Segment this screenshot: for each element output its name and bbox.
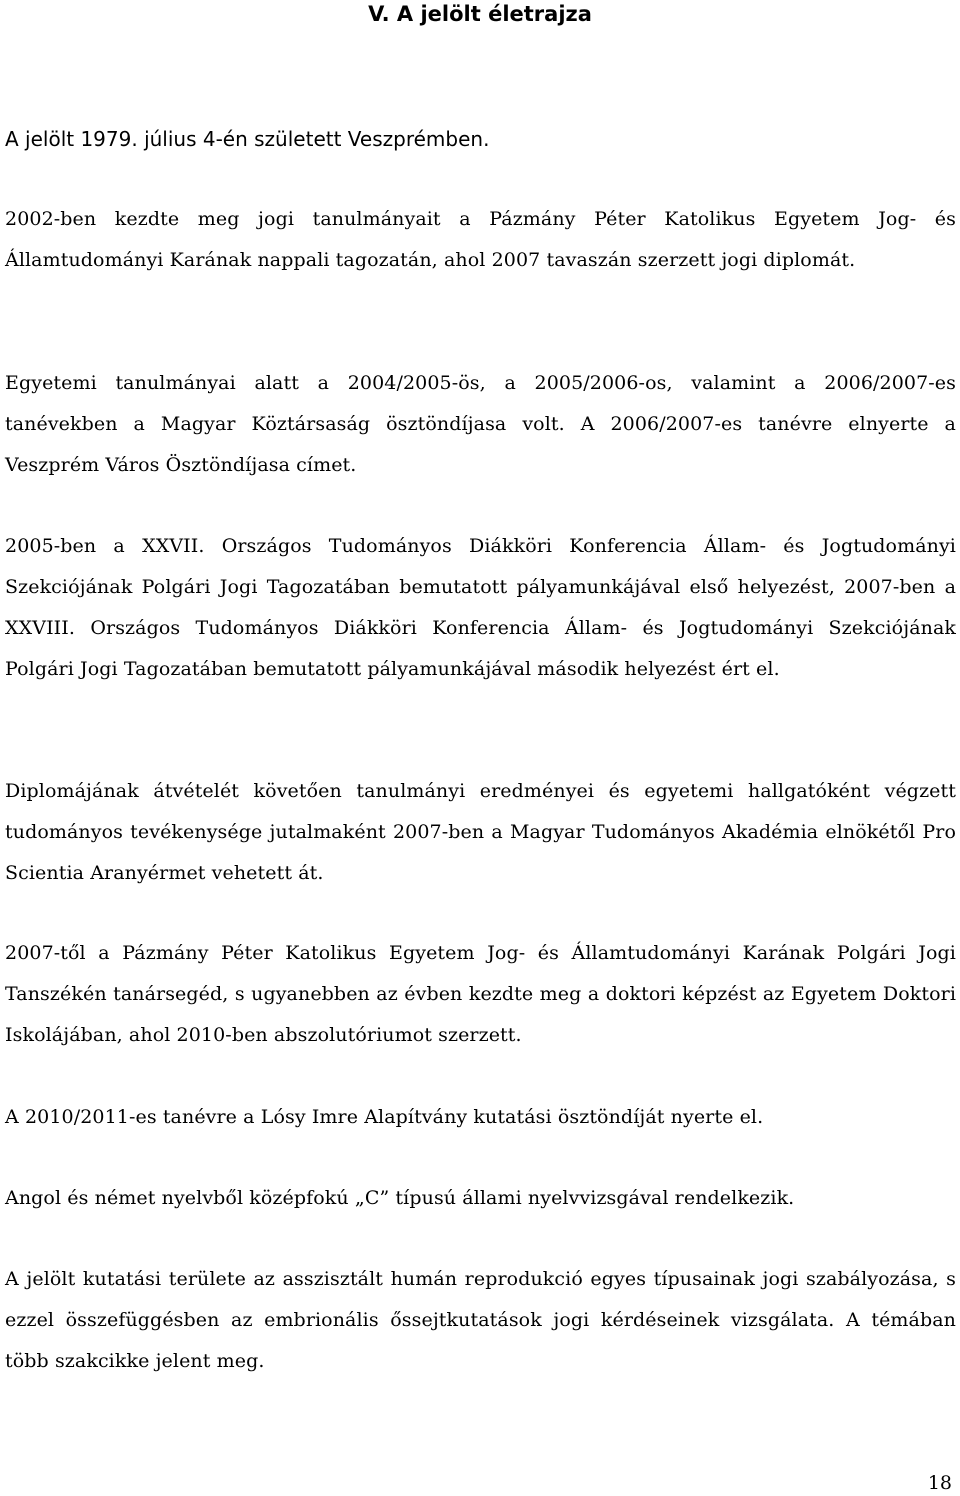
paragraph-research-area: A jelölt kutatási területe az asszisztált humán reprodukció egyes típusainak jogi szabályozása, s ezzel összefüggésben az embrionális őssejtkutatások jogi kérdéseinek vizsgálata. A témában több szakcikke jelent meg. bbox=[5, 1268, 956, 1372]
paragraph-conference-awards: 2005-ben a XXVII. Országos Tudományos Diákköri Konferencia Állam- és Jogtudományi Szekciójának Polgári Jogi Tagozatában bemutatott pályamunkájával első helyezést, 2007-ben a XXVIII. Országos Tudományos Diákköri Konferencia Állam- és Jogtudományi Szekciójának Polgári Jogi Tagozatában bemutatott pályamunkájával második helyezést ért el. bbox=[5, 535, 956, 680]
paragraph-pro-scientia: Diplomájának átvételét követően tanulmányi eredményei és egyetemi hallgatóként végzett tudományos tevékenysége jutalmaként 2007-ben a Magyar Tudományos Akadémia elnökétől Pro Scientia Aranyérmet vehetett át. bbox=[5, 780, 956, 884]
paragraph-languages: Angol és német nyelvből középfokú „C” típusú állami nyelvvizsgával rendelkezik. bbox=[5, 1187, 795, 1209]
page-number: 18 bbox=[927, 1472, 952, 1494]
paragraph-losy-scholarship: A 2010/2011-es tanévre a Lósy Imre Alapítvány kutatási ösztöndíját nyerte el. bbox=[5, 1106, 764, 1128]
paragraph-scholarships: Egyetemi tanulmányai alatt a 2004/2005-ös, a 2005/2006-os, valamint a 2006/2007-es tanévekben a Magyar Köztársaság ösztöndíjasa volt. A 2006/2007-es tanévre elnyerte a Veszprém Város Ösztöndíjasa címet. bbox=[5, 372, 956, 476]
paragraph-studies: 2002-ben kezdte meg jogi tanulmányait a Pázmány Péter Katolikus Egyetem Jog- és Államtudományi Karának nappali tagozatán, ahol 2007 tavaszán szerzett jogi diplomát. bbox=[5, 208, 956, 271]
section-heading: V. A jelölt életrajza bbox=[368, 2, 592, 26]
paragraph-assistant-position: 2007-től a Pázmány Péter Katolikus Egyetem Jog- és Államtudományi Karának Polgári Jogi Tanszékén tanársegéd, s ugyanebben az évben kezdte meg a doktori képzést az Egyetem Doktori Iskolájában, ahol 2010-ben abszolutóriumot szerzett. bbox=[5, 942, 956, 1046]
paragraph-birth: A jelölt 1979. július 4-én született Veszprémben. bbox=[5, 127, 490, 151]
